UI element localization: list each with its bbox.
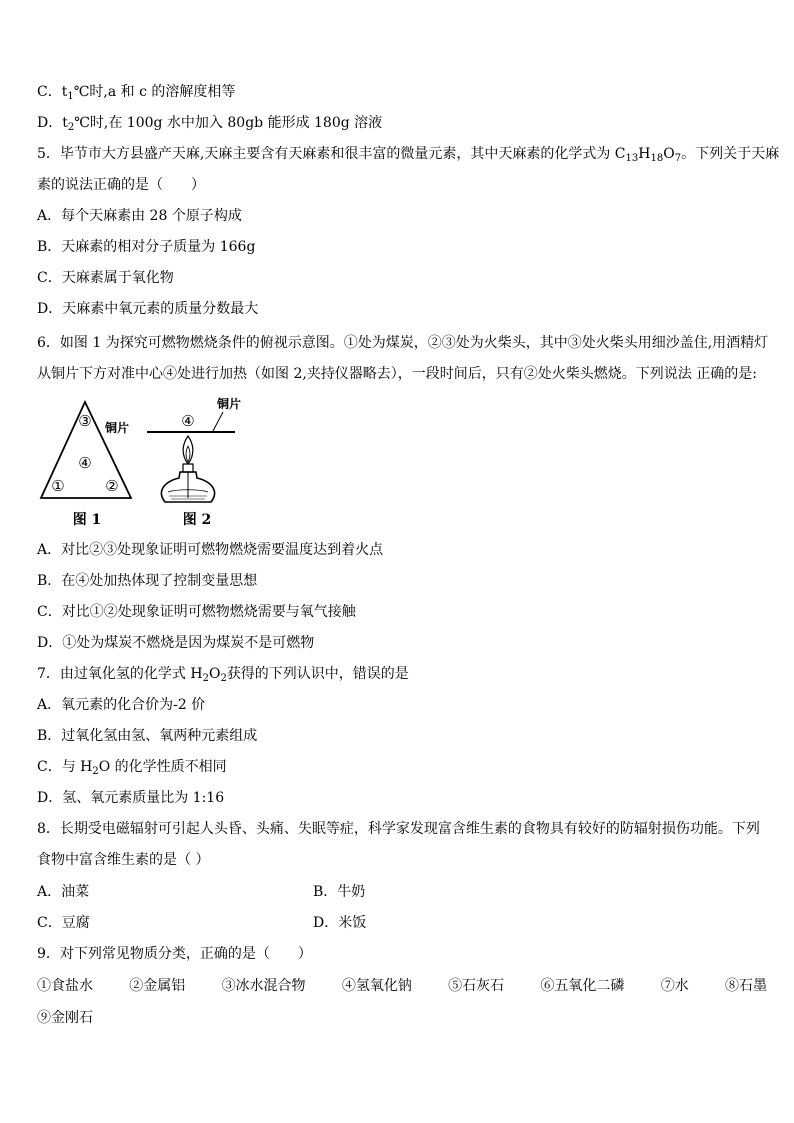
q5-option-a: A．每个天麻素由 28 个原子构成 xyxy=(37,208,242,224)
q4-option-d: D．$t_2℃$时,在 100g 水中加入 80gb 能形成 180g 溶液 xyxy=(37,115,383,133)
q8-stem-line1: 8．长期受电磁辐射可引起人头昏、头痛、失眠等症，科学家发现富含维生素的食物具有较好的防辐射损伤功能。下列 xyxy=(37,821,760,837)
wick-holder xyxy=(183,464,193,472)
q7-option-b: B．过氧化氢由氢、氧两种元素组成 xyxy=(37,728,258,744)
q9-item-4: ④氢氧化钠 xyxy=(341,978,412,994)
q9-item-5: ⑤石灰石 xyxy=(448,978,505,994)
q8-stem-line2: 食物中富含维生素的是（ ） xyxy=(37,852,210,868)
caption-fig2: 图 2 xyxy=(182,512,212,528)
q9-item-8: ⑧石墨 xyxy=(724,978,767,994)
q9-item-1: ①食盐水 xyxy=(37,978,93,994)
q9-items-row xyxy=(37,976,767,996)
q9-stem: 9．对下列常见物质分类，正确的是（ ） xyxy=(37,946,312,962)
q9-item-3: ③冰水混合物 xyxy=(221,978,306,994)
q7-option-c: C．与 $H_2O$ 的化学性质不相同 xyxy=(37,759,227,777)
q5-stem-line2: 素的说法正确的是（ ） xyxy=(37,177,205,193)
marker-1: ① xyxy=(51,477,65,495)
q7-stem: 7．由过氧化氢的化学式 $H_2O_2$获得的下列认识中，错误的是 xyxy=(37,666,409,684)
q9-item-6: ⑥五氧化二磷 xyxy=(540,978,625,994)
caption-fig1: 图 1 xyxy=(72,512,102,528)
q9-item-2: ②金属铝 xyxy=(129,978,186,994)
q5-stem-line1: 5．毕节市大方县盛产天麻,天麻主要含有天麻素和很丰富的微量元素，其中天麻素的化学式为 $C_{13}H_{18}O_7$。下列关于天麻 xyxy=(37,146,780,164)
q5-option-c: C．天麻素属于氧化物 xyxy=(37,270,174,286)
q4-option-c: C．$t_1℃$时,a 和 c 的溶解度相等 xyxy=(37,84,236,102)
marker-4-fig2: ④ xyxy=(181,412,195,430)
copper-label-1: 铜片 xyxy=(105,421,130,435)
q6-option-c: C．对比①②处现象证明可燃物燃烧需要与氧气接触 xyxy=(37,604,356,620)
flame xyxy=(183,436,193,464)
q6-option-b: B．在④处加热体现了控制变量思想 xyxy=(37,573,258,589)
q7-option-d: D．氢、氧元素质量比为 1:16 xyxy=(37,790,225,806)
q8-option-d: D．米饭 xyxy=(313,915,367,931)
q6-option-a: A．对比②③处现象证明可燃物燃烧需要温度达到着火点 xyxy=(37,542,384,558)
figure-1 xyxy=(41,402,131,528)
q8-option-a: A．油菜 xyxy=(37,884,90,900)
copper-pointer xyxy=(213,412,223,431)
marker-2: ② xyxy=(105,477,119,495)
q5-option-d: D．天麻素中氧元素的质量分数最大 xyxy=(37,301,259,317)
q8-option-c: C．豆腐 xyxy=(37,915,90,931)
q5-option-b: B．天麻素的相对分子质量为 166g xyxy=(37,239,256,255)
q8-option-b: B．牛奶 xyxy=(313,884,366,900)
q9-item-9: ⑨金刚石 xyxy=(37,1010,93,1026)
q9-item-7: ⑦水 xyxy=(660,978,689,994)
copper-label-2: 铜片 xyxy=(217,397,242,411)
marker-3: ③ xyxy=(78,412,92,430)
q6-stem-line1: 6．如图 1 为探究可燃物燃烧条件的俯视示意图。①处为煤炭，②③处为火柴头，其中③处火柴头用细沙盖住,用酒精灯 xyxy=(37,335,769,351)
marker-4: ④ xyxy=(78,454,92,472)
q6-stem-line2: 从铜片下方对准中心④处进行加热（如图 2,夹持仪器略去），一段时间后，只有②处火柴头燃烧。下列说法 正确的是: xyxy=(37,366,757,382)
q7-option-a: A．氧元素的化合价为-2 价 xyxy=(37,697,206,713)
q6-option-d: D．①处为煤炭不燃烧是因为煤炭不是可燃物 xyxy=(37,635,315,651)
inner-flame xyxy=(186,446,190,462)
figure-2 xyxy=(147,396,241,528)
q6-figure xyxy=(37,394,257,530)
